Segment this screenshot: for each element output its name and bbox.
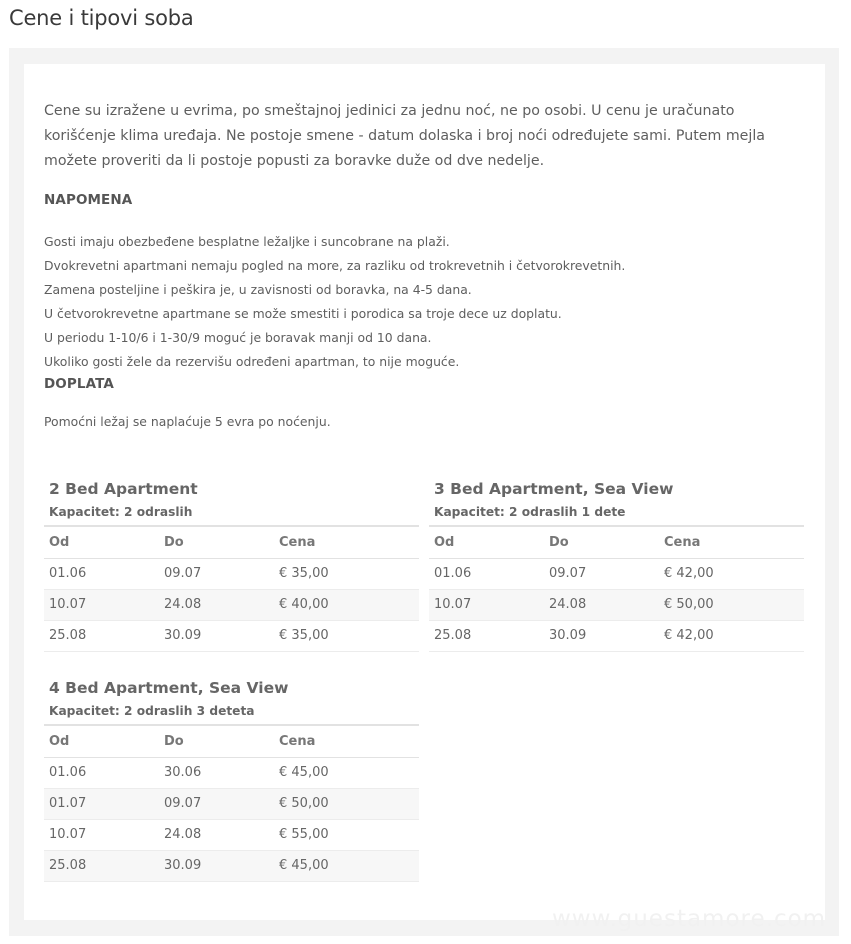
table-header-row bbox=[44, 526, 419, 558]
table-header-row bbox=[44, 725, 419, 757]
cell-price: € 50,00 bbox=[659, 589, 804, 620]
column-header-do: Do bbox=[159, 725, 274, 757]
cell-from: 10.07 bbox=[44, 819, 159, 850]
note-line: Gosti imaju obezbeđene besplatne ležaljke i suncobrane na plaži. bbox=[44, 234, 450, 249]
cell-to: 30.06 bbox=[159, 757, 274, 788]
apartment-title: 4 Bed Apartment, Sea View bbox=[49, 679, 289, 697]
table-row bbox=[429, 589, 804, 620]
apartment-capacity: Kapacitet: 2 odraslih 3 deteta bbox=[49, 704, 255, 718]
note-line: Zamena posteljine i peškira je, u zavisnosti od boravka, na 4-5 dana. bbox=[44, 282, 472, 297]
apartment-capacity: Kapacitet: 2 odraslih bbox=[49, 505, 193, 519]
intro-text: Cene su izražene u evrima, po smeštajnoj jedinici za jednu noć, ne po osobi. U cenu je uračunato korišćenje klima uređaja. Ne postoje smene - datum dolaska i broj noći određujete sami. Putem mejla možete proveriti da li postoje popusti za boravke duže od dve nedelje. bbox=[44, 103, 765, 169]
column-header-od: Od bbox=[429, 526, 544, 558]
cell-to: 24.08 bbox=[159, 589, 274, 620]
table-row bbox=[44, 620, 419, 651]
cell-to: 09.07 bbox=[544, 558, 659, 589]
cell-price: € 45,00 bbox=[274, 757, 419, 788]
apartment-title: 3 Bed Apartment, Sea View bbox=[434, 480, 674, 498]
note-line: Ukoliko gosti žele da rezervišu određeni apartman, to nije moguće. bbox=[44, 354, 460, 369]
cell-from: 01.06 bbox=[44, 757, 159, 788]
cell-price: € 35,00 bbox=[274, 620, 419, 651]
table-row bbox=[429, 558, 804, 589]
table-row bbox=[44, 850, 419, 881]
table-row bbox=[429, 620, 804, 651]
table-row bbox=[44, 558, 419, 589]
watermark: www.guestamore.com bbox=[552, 906, 827, 932]
cell-from: 01.07 bbox=[44, 788, 159, 819]
doplata-heading: DOPLATA bbox=[44, 376, 114, 392]
table-row bbox=[44, 757, 419, 788]
cell-price: € 45,00 bbox=[274, 850, 419, 881]
note-line: U periodu 1-10/6 i 1-30/9 moguć je boravak manji od 10 dana. bbox=[44, 330, 432, 345]
doplata-text: Pomoćni ležaj se naplaćuje 5 evra po noćenju. bbox=[44, 414, 331, 429]
napomena-heading: NAPOMENA bbox=[44, 192, 133, 208]
cell-to: 24.08 bbox=[544, 589, 659, 620]
cell-from: 01.06 bbox=[44, 558, 159, 589]
cell-from: 25.08 bbox=[44, 850, 159, 881]
price-table bbox=[44, 525, 419, 652]
cell-from: 01.06 bbox=[429, 558, 544, 589]
price-table bbox=[429, 525, 804, 652]
cell-from: 10.07 bbox=[429, 589, 544, 620]
cell-from: 25.08 bbox=[44, 620, 159, 651]
column-header-do: Do bbox=[159, 526, 274, 558]
cell-price: € 42,00 bbox=[659, 620, 804, 651]
table-row bbox=[44, 589, 419, 620]
cell-to: 09.07 bbox=[159, 788, 274, 819]
cell-to: 24.08 bbox=[159, 819, 274, 850]
note-line: U četvorokrevetne apartmane se može smestiti i porodica sa troje dece uz doplatu. bbox=[44, 306, 562, 321]
table-header-row bbox=[429, 526, 804, 558]
cell-to: 30.09 bbox=[159, 620, 274, 651]
page-title: Cene i tipovi soba bbox=[9, 6, 194, 30]
column-header-od: Od bbox=[44, 526, 159, 558]
cell-to: 30.09 bbox=[159, 850, 274, 881]
napomena-list bbox=[44, 230, 744, 374]
table-row bbox=[44, 788, 419, 819]
cell-price: € 55,00 bbox=[274, 819, 419, 850]
cell-to: 30.09 bbox=[544, 620, 659, 651]
table-row bbox=[44, 819, 419, 850]
apartment-title: 2 Bed Apartment bbox=[49, 480, 198, 498]
column-header-od: Od bbox=[44, 725, 159, 757]
cell-to: 09.07 bbox=[159, 558, 274, 589]
cell-from: 10.07 bbox=[44, 589, 159, 620]
apartment-capacity: Kapacitet: 2 odraslih 1 dete bbox=[434, 505, 626, 519]
cell-from: 25.08 bbox=[429, 620, 544, 651]
column-header-cena: Cena bbox=[274, 526, 419, 558]
cell-price: € 40,00 bbox=[274, 589, 419, 620]
price-table bbox=[44, 724, 419, 882]
column-header-cena: Cena bbox=[274, 725, 419, 757]
note-line: Dvokrevetni apartmani nemaju pogled na more, za razliku od trokrevetnih i četvorokrevetnih. bbox=[44, 258, 626, 273]
cell-price: € 35,00 bbox=[274, 558, 419, 589]
cell-price: € 42,00 bbox=[659, 558, 804, 589]
cell-price: € 50,00 bbox=[274, 788, 419, 819]
column-header-cena: Cena bbox=[659, 526, 804, 558]
column-header-do: Do bbox=[544, 526, 659, 558]
